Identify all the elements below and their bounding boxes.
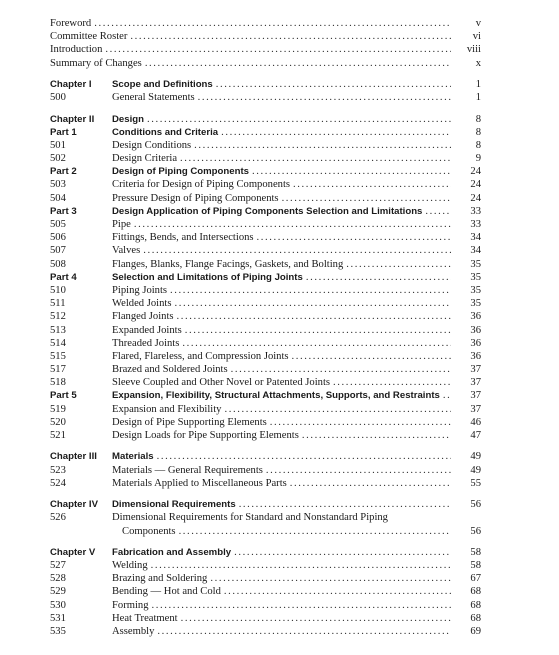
toc-dot-leader <box>105 43 451 56</box>
toc-dot-leader <box>94 17 451 30</box>
toc-entry-row[interactable] <box>50 17 481 30</box>
toc-page-number: 68 <box>470 612 481 624</box>
toc-dot-leader <box>143 244 451 257</box>
toc-dot-leader <box>231 363 451 376</box>
toc-heading-row[interactable] <box>50 78 481 91</box>
toc-entry-title: Introduction <box>50 44 103 56</box>
toc-entry-title: General Statements <box>112 92 195 104</box>
toc-dot-leader <box>224 585 451 598</box>
toc-dot-leader <box>177 310 451 323</box>
toc-dot-leader <box>185 324 451 337</box>
toc-entry-row[interactable] <box>50 284 481 297</box>
toc-heading-row[interactable] <box>50 205 481 218</box>
toc-entry-number: 513 <box>50 324 66 336</box>
toc-dot-leader <box>302 429 451 442</box>
toc-entry-title: Summary of Changes <box>50 57 142 69</box>
toc-dot-leader <box>147 113 451 126</box>
toc-heading-row[interactable] <box>50 165 481 178</box>
toc-dot-leader <box>290 477 451 490</box>
toc-entry-title: Flanges, Blanks, Flange Facings, Gaskets, and Bolting <box>112 258 344 270</box>
toc-page-number: 37 <box>470 403 481 415</box>
toc-page-number: 67 <box>470 573 481 585</box>
toc-page-number: vi <box>472 31 481 43</box>
toc-entry-number: 515 <box>50 350 66 362</box>
toc-page-number: 24 <box>470 179 481 191</box>
toc-entry-title: Materials <box>112 451 154 463</box>
toc-entry-title: Components <box>122 525 176 537</box>
toc-entry-title: Expansion and Flexibility <box>112 403 222 415</box>
toc-entry-number: Part 4 <box>50 271 77 283</box>
toc-entry-title: Sleeve Coupled and Other Novel or Patented Joints <box>112 377 331 389</box>
toc-entry-title: Valves <box>112 245 141 257</box>
toc-entry-number: Chapter IV <box>50 499 98 511</box>
toc-heading-row[interactable] <box>50 126 481 139</box>
toc-page-number: 35 <box>470 258 481 270</box>
toc-entry-title: Expanded Joints <box>112 324 182 336</box>
toc-entry-number: 518 <box>50 377 66 389</box>
toc-dot-leader <box>182 337 451 350</box>
toc-entry-row[interactable] <box>50 429 481 442</box>
toc-heading-row[interactable] <box>50 546 481 559</box>
toc-page-number: 56 <box>470 525 481 537</box>
toc-page-number: 55 <box>470 477 481 489</box>
toc-dot-leader <box>194 139 451 152</box>
toc-entry-number: 510 <box>50 284 66 296</box>
toc-entry-number: 519 <box>50 403 66 415</box>
toc-entry-title: Welded Joints <box>112 298 172 310</box>
toc-dot-leader <box>198 91 451 104</box>
toc-page-number: 1 <box>475 92 481 104</box>
toc-dot-leader <box>425 205 451 218</box>
toc-entry-number: Part 3 <box>50 205 77 217</box>
toc-page-number: 49 <box>470 464 481 476</box>
toc-entry-title: Flanged Joints <box>112 311 174 323</box>
toc-entry-title: Selection and Limitations of Piping Joints <box>112 271 303 283</box>
toc-dot-leader <box>157 625 451 638</box>
toc-dot-leader <box>130 30 451 43</box>
toc-entry-number: 530 <box>50 599 66 611</box>
toc-heading-row[interactable] <box>50 271 481 284</box>
toc-entry-title: Pipe <box>112 219 131 230</box>
toc-entry-number: Chapter III <box>50 451 97 463</box>
toc-dot-leader <box>221 126 451 139</box>
toc-entry-number: 520 <box>50 416 66 428</box>
toc-dot-leader <box>134 218 451 231</box>
toc-page-number: 8 <box>475 126 481 138</box>
toc-page-number: 34 <box>470 245 481 257</box>
toc-entry-number: 524 <box>50 477 66 489</box>
toc-entry-title: Design Criteria <box>112 153 178 165</box>
toc-page-number: 36 <box>470 350 481 362</box>
toc-entry-number: 505 <box>50 219 66 230</box>
toc-entry-row[interactable] <box>50 612 481 625</box>
toc-entry-title: Design of Pipe Supporting Elements <box>112 416 267 428</box>
toc-dot-leader <box>180 152 451 165</box>
toc-page-number: 35 <box>470 298 481 310</box>
toc-entry-title: Design of Piping Components <box>112 166 249 178</box>
toc-entry-number: Chapter II <box>50 113 95 125</box>
toc-entry-title: Conditions and Criteria <box>112 126 219 138</box>
toc-entry-number: Part 2 <box>50 166 77 178</box>
toc-page-number: 49 <box>470 451 481 463</box>
toc-dot-leader <box>239 498 451 511</box>
toc-entry-number: 507 <box>50 245 66 257</box>
toc-entry-number: 523 <box>50 464 66 476</box>
toc-entry-row[interactable] <box>50 152 481 165</box>
toc-heading-row[interactable] <box>50 450 481 463</box>
toc-page-number: 46 <box>470 416 481 428</box>
toc-entry-row[interactable] <box>50 178 481 191</box>
toc-page-number: v <box>475 18 481 29</box>
toc-entry-row[interactable] <box>50 244 481 257</box>
toc-entry-title: Scope and Definitions <box>112 78 213 90</box>
toc-page-number: 8 <box>475 113 481 125</box>
toc-heading-row[interactable] <box>50 389 481 402</box>
toc-entry-row[interactable] <box>50 192 481 205</box>
toc-dot-leader <box>252 165 451 178</box>
toc-entry-number: 508 <box>50 258 66 270</box>
toc-page-number: 24 <box>470 192 481 204</box>
table-of-contents <box>50 17 481 638</box>
toc-dot-leader <box>210 572 451 585</box>
toc-entry-row[interactable] <box>50 91 481 104</box>
toc-dot-leader <box>292 350 451 363</box>
toc-entry-title: Welding <box>112 560 148 572</box>
toc-dot-leader <box>145 57 451 70</box>
toc-entry-title: Brazed and Soldered Joints <box>112 364 228 376</box>
toc-dot-leader <box>333 376 451 389</box>
toc-page-number: 36 <box>470 311 481 323</box>
toc-dot-leader <box>179 525 451 538</box>
toc-dot-leader <box>282 192 451 205</box>
toc-entry-row[interactable] <box>50 403 481 416</box>
toc-heading-row[interactable] <box>50 498 481 511</box>
toc-entry-title: Flared, Flareless, and Compression Joints <box>112 350 289 362</box>
toc-page-number: 47 <box>470 430 481 441</box>
toc-entry-title: Materials Applied to Miscellaneous Parts <box>112 477 287 489</box>
toc-entry-row[interactable] <box>50 376 481 389</box>
toc-entry-number: 500 <box>50 92 66 104</box>
toc-dot-leader <box>170 284 451 297</box>
toc-page-number: 35 <box>470 284 481 296</box>
toc-heading-row[interactable] <box>50 113 481 126</box>
toc-entry-number: 504 <box>50 192 66 204</box>
toc-entry-title: Forming <box>112 599 149 611</box>
toc-dot-leader <box>266 464 451 477</box>
toc-entry-title: Piping Joints <box>112 284 168 296</box>
toc-entry-row[interactable] <box>50 625 481 638</box>
toc-entry-number: 528 <box>50 573 66 585</box>
toc-page-number: 8 <box>475 139 481 151</box>
toc-entry-number: 521 <box>50 430 66 441</box>
toc-entry-row[interactable] <box>50 525 481 538</box>
toc-dot-leader <box>151 559 451 572</box>
toc-entry-title: Brazing and Soldering <box>112 573 208 585</box>
toc-entry-row[interactable] <box>50 30 481 43</box>
toc-entry-title: Design Conditions <box>112 139 192 151</box>
toc-entry-number: 501 <box>50 139 66 151</box>
toc-dot-leader <box>234 546 451 559</box>
toc-dot-leader <box>224 403 451 416</box>
toc-page-number: 24 <box>470 166 481 178</box>
toc-page-number: 68 <box>470 586 481 598</box>
toc-entry-row[interactable] <box>50 218 481 231</box>
toc-entry-row[interactable] <box>50 599 481 612</box>
toc-entry-title: Design Loads for Pipe Supporting Elements <box>112 430 299 441</box>
toc-entry-title: Design Application of Piping Components Selection and Limitations <box>112 205 423 217</box>
toc-page-number: 35 <box>470 271 481 283</box>
toc-entry-title: Criteria for Design of Piping Components <box>112 179 291 191</box>
toc-entry-row[interactable] <box>50 416 481 429</box>
toc-entry-row[interactable] <box>50 43 481 56</box>
toc-entry-title: Dimensional Requirements <box>112 499 236 511</box>
toc-entry-title: Expansion, Flexibility, Structural Attachments, Supports, and Restraints <box>112 390 440 402</box>
toc-dot-leader <box>152 599 452 612</box>
toc-entry-title: Foreword <box>50 18 92 29</box>
toc-page-number: viii <box>466 44 481 56</box>
toc-entry-title: Bending — Hot and Cold <box>112 586 221 598</box>
toc-entry-row[interactable] <box>50 258 481 271</box>
toc-entry-title: Fabrication and Assembly <box>112 546 232 558</box>
toc-entry-number: Chapter V <box>50 546 96 558</box>
toc-entry-title: Threaded Joints <box>112 337 180 349</box>
toc-entry-row[interactable] <box>50 324 481 337</box>
toc-entry-title: Design <box>112 113 144 125</box>
toc-page-number: 1 <box>475 78 481 90</box>
toc-dot-leader <box>157 450 451 463</box>
toc-entry-number: 517 <box>50 364 66 376</box>
toc-entry-title: Fittings, Bends, and Intersections <box>112 232 254 244</box>
toc-dot-leader <box>306 271 451 284</box>
toc-entry-row[interactable] <box>50 511 481 524</box>
toc-entry-number: Chapter I <box>50 78 92 90</box>
toc-page-number: 9 <box>475 153 481 165</box>
toc-entry-row[interactable] <box>50 464 481 477</box>
toc-entry-title: Committee Roster <box>50 31 128 43</box>
toc-page-number: 34 <box>470 232 481 244</box>
toc-dot-leader <box>216 78 451 91</box>
toc-dot-leader <box>257 231 451 244</box>
toc-entry-number: 502 <box>50 153 66 165</box>
toc-entry-number: Part 1 <box>50 126 77 138</box>
toc-entry-row[interactable] <box>50 585 481 598</box>
toc-entry-row[interactable] <box>50 231 481 244</box>
toc-entry-number: 506 <box>50 232 66 244</box>
toc-entry-number: 526 <box>50 512 66 524</box>
toc-page-number: 36 <box>470 337 481 349</box>
toc-entry-title: Heat Treatment <box>112 612 178 624</box>
toc-page-number: 33 <box>470 219 481 230</box>
toc-page-number: 36 <box>470 324 481 336</box>
toc-entry-number: 531 <box>50 612 66 624</box>
toc-entry-title: Assembly <box>112 626 155 637</box>
toc-entry-row[interactable] <box>50 139 481 152</box>
toc-entry-number: 511 <box>50 298 66 310</box>
toc-entry-number: 514 <box>50 337 66 349</box>
toc-entry-row[interactable] <box>50 363 481 376</box>
toc-entry-row[interactable] <box>50 572 481 585</box>
toc-page-number: 37 <box>470 390 481 402</box>
toc-page-number: 58 <box>470 560 481 572</box>
toc-entry-number: 503 <box>50 179 66 191</box>
toc-entry-number: 527 <box>50 560 66 572</box>
toc-entry-title: Dimensional Requirements for Standard and Nonstandard Piping <box>112 512 388 524</box>
toc-dot-leader <box>293 178 451 191</box>
toc-entry-number: 529 <box>50 586 66 598</box>
toc-entry-title: Pressure Design of Piping Components <box>112 192 279 204</box>
toc-page-number: 58 <box>470 546 481 558</box>
toc-entry-row[interactable] <box>50 477 481 490</box>
toc-dot-leader <box>181 612 451 625</box>
toc-entry-row[interactable] <box>50 297 481 310</box>
toc-dot-leader <box>346 258 451 271</box>
toc-dot-leader <box>270 416 451 429</box>
toc-entry-row[interactable] <box>50 350 481 363</box>
toc-page-number: 37 <box>470 377 481 389</box>
toc-page-number: 69 <box>470 626 481 637</box>
toc-page-number: x <box>475 57 481 69</box>
toc-dot-leader <box>174 297 451 310</box>
toc-page-number: 37 <box>470 364 481 376</box>
toc-entry-number: Part 5 <box>50 390 77 402</box>
toc-page-number: 68 <box>470 599 481 611</box>
toc-entry-number: 512 <box>50 311 66 323</box>
toc-dot-leader <box>443 389 451 402</box>
toc-entry-number: 535 <box>50 626 66 637</box>
toc-entry-row[interactable] <box>50 57 481 70</box>
toc-entry-row[interactable] <box>50 310 481 323</box>
toc-entry-row[interactable] <box>50 337 481 350</box>
toc-page-number: 33 <box>470 205 481 217</box>
toc-page-number: 56 <box>470 499 481 511</box>
toc-entry-title: Materials — General Requirements <box>112 464 263 476</box>
toc-entry-row[interactable] <box>50 559 481 572</box>
